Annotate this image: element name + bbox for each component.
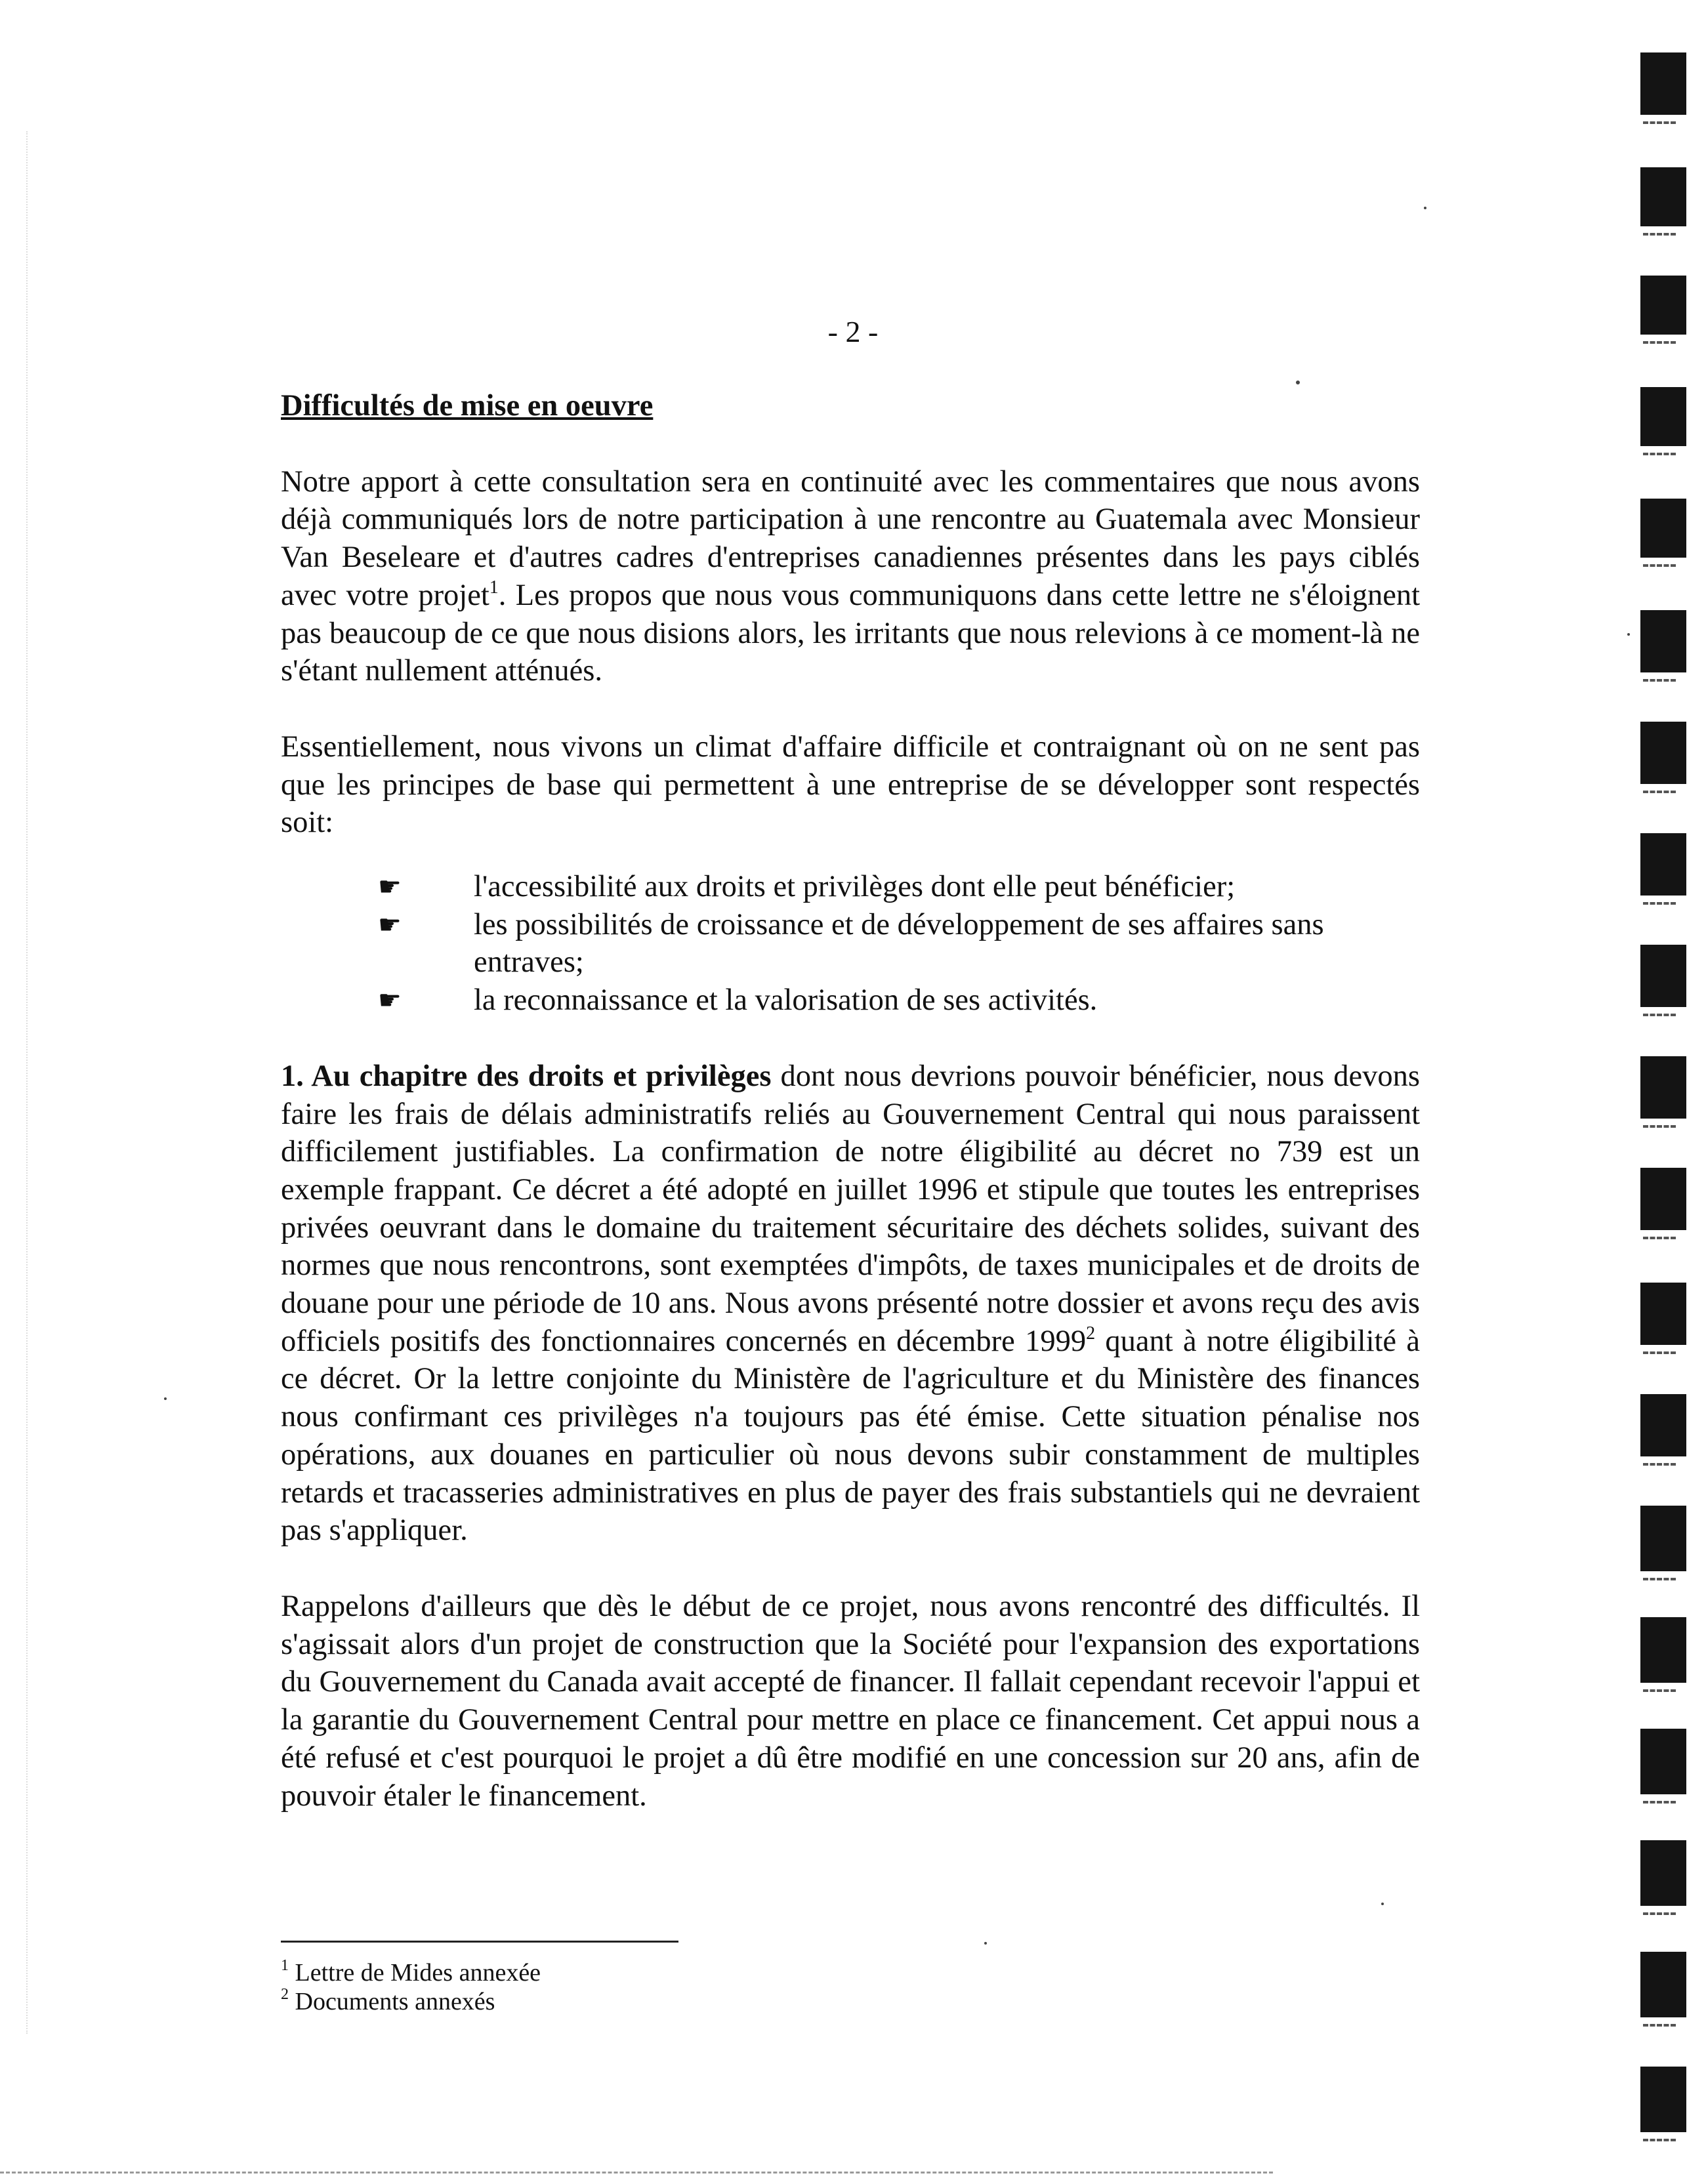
binding-hole xyxy=(1640,387,1686,446)
binding-hole xyxy=(1640,833,1686,896)
scan-bottom-edge xyxy=(0,2172,1273,2174)
paragraph-rights xyxy=(281,1058,1420,1550)
list-item-text: l'accessibilité aux droits et privilèges dont elle peut bénéficier; xyxy=(474,870,1236,904)
paragraph-rights-text-end: quant à notre éligibilité à ce décret. Or la lettre conjointe du Ministère de l'agriculture et du Ministère des finances nous confirmant ces privilèges n'a toujours pas été émise. Cette situation pénalise nos opérations, aux douanes en particulier où nous devons subir constamment de multiples retards et tracasseries administratives en plus de payer des frais substantiels qui ne devraient pas s'appliquer. xyxy=(281,1324,1420,1548)
binding-hole xyxy=(1640,1840,1686,1906)
binding-hole xyxy=(1640,1056,1686,1119)
list-item-text: les possibilités de croissance et de développement de ses affaires sans entraves; xyxy=(474,907,1324,979)
scan-speck xyxy=(1296,381,1300,384)
list-item xyxy=(281,868,1420,906)
binding-hole xyxy=(1640,276,1686,335)
binding-hole xyxy=(1640,1394,1686,1456)
paragraph-intro xyxy=(281,463,1420,690)
scan-speck xyxy=(1627,633,1630,636)
letter-body xyxy=(281,387,1420,1815)
list-item xyxy=(281,981,1420,1020)
footnote-text: Lettre de Mides annexée xyxy=(295,1959,541,1987)
footnote-text: Documents annexés xyxy=(295,1988,495,2015)
binding-hole xyxy=(1640,52,1686,115)
binding-hole xyxy=(1640,1617,1686,1683)
pointing-hand-icon: ☛ xyxy=(378,985,402,1016)
scan-speck xyxy=(984,1942,987,1945)
binding-hole xyxy=(1640,1283,1686,1345)
binding-hole xyxy=(1640,2067,1686,2132)
scan-speck xyxy=(1381,1903,1384,1905)
footnote-item xyxy=(281,1958,541,1987)
footnote-mark: 2 xyxy=(281,1986,289,2003)
paragraph-rights-text: dont nous devrions pouvoir bénéficier, nous devons faire les frais de délais administratifs reliés au Gouvernement Central qui nous paraissent difficilement justifiables. La confirmation de notre éligibilité au décret no 739 est un exemple frappant. Ce décret a été adopté en juillet 1996 et stipule que toutes les entreprises privées oeuvrant dans le domaine du traitement sécuritaire des déchets solides, suivant des normes que nous rencontrons, sont exemptées d'impôts, de taxes municipales et de droits de douane pour une période de 10 ans. Nous avons présenté notre dossier et avons reçu des avis officiels positifs des fonctionnaires concernés en décembre 1999 xyxy=(281,1059,1420,1358)
footnotes xyxy=(281,1958,541,2016)
pointing-hand-icon: ☛ xyxy=(378,872,402,902)
binding-hole xyxy=(1640,1952,1686,2017)
footnote-ref-2: 2 xyxy=(1086,1323,1096,1344)
list-item-text: la reconnaissance et la valorisation de ses activités. xyxy=(474,983,1098,1018)
paragraph-rights-lead: 1. Au chapitre des droits et privilèges xyxy=(281,1059,772,1093)
footnote-mark: 1 xyxy=(281,1957,289,1974)
paragraph-history: Rappelons d'ailleurs que dès le début de ce projet, nous avons rencontré des difficultés. Il s'agissait alors d'un projet de construction que la Société pour l'expansion des exportations du Gouvernement du Canada avait accepté de financer. Il fallait cependant recevoir l'appui et la garantie du Gouvernement Central pour mettre en place ce financement. Cet appui nous a été refusé et c'est pourquoi le projet a dû être modifié en une concession sur 20 ans, afin de pouvoir étaler le financement. xyxy=(281,1589,1420,1813)
principles-list xyxy=(281,868,1420,1020)
binding-hole xyxy=(1640,722,1686,784)
binding-hole xyxy=(1640,1506,1686,1571)
page-number: - 2 - xyxy=(827,315,879,348)
binding-hole xyxy=(1640,1729,1686,1794)
scan-speck xyxy=(1424,207,1426,209)
pointing-hand-icon: ☛ xyxy=(378,909,402,939)
paragraph-context: Essentiellement, nous vivons un climat d'affaire difficile et contraignant où on ne sent pas que les principes de base qui permettent à une entreprise de se développer sont respectés soit: xyxy=(281,730,1420,840)
footnote-divider xyxy=(281,1941,678,1943)
binding-hole xyxy=(1640,167,1686,226)
footnote-ref-1: 1 xyxy=(489,577,499,598)
scan-speck xyxy=(164,1397,167,1400)
binding-hole xyxy=(1640,1168,1686,1230)
binding-hole xyxy=(1640,610,1686,672)
paragraph-intro-text: Notre apport à cette consultation sera en continuité avec les commentaires que nous avons déjà communiqués lors de notre participation à une rencontre au Guatemala avec Monsieur Van Beseleare et d'autres cadres d'entreprises canadiennes présentes dans les pays ciblés avec votre projet xyxy=(281,464,1420,612)
binding-hole xyxy=(1640,945,1686,1007)
section-heading: Difficultés de mise en oeuvre xyxy=(281,389,654,422)
footnote-item xyxy=(281,1987,541,2016)
paragraph-intro-text-end: . Les propos que nous vous communiquons dans cette lettre ne s'éloignent pas beaucoup de ce que nous disions alors, les irritants que nous relevions à ce moment-là ne s'étant nullement atténués. xyxy=(281,578,1421,688)
scan-margin-artifact xyxy=(26,131,28,2034)
list-item xyxy=(281,906,1420,981)
binding-hole xyxy=(1640,499,1686,558)
